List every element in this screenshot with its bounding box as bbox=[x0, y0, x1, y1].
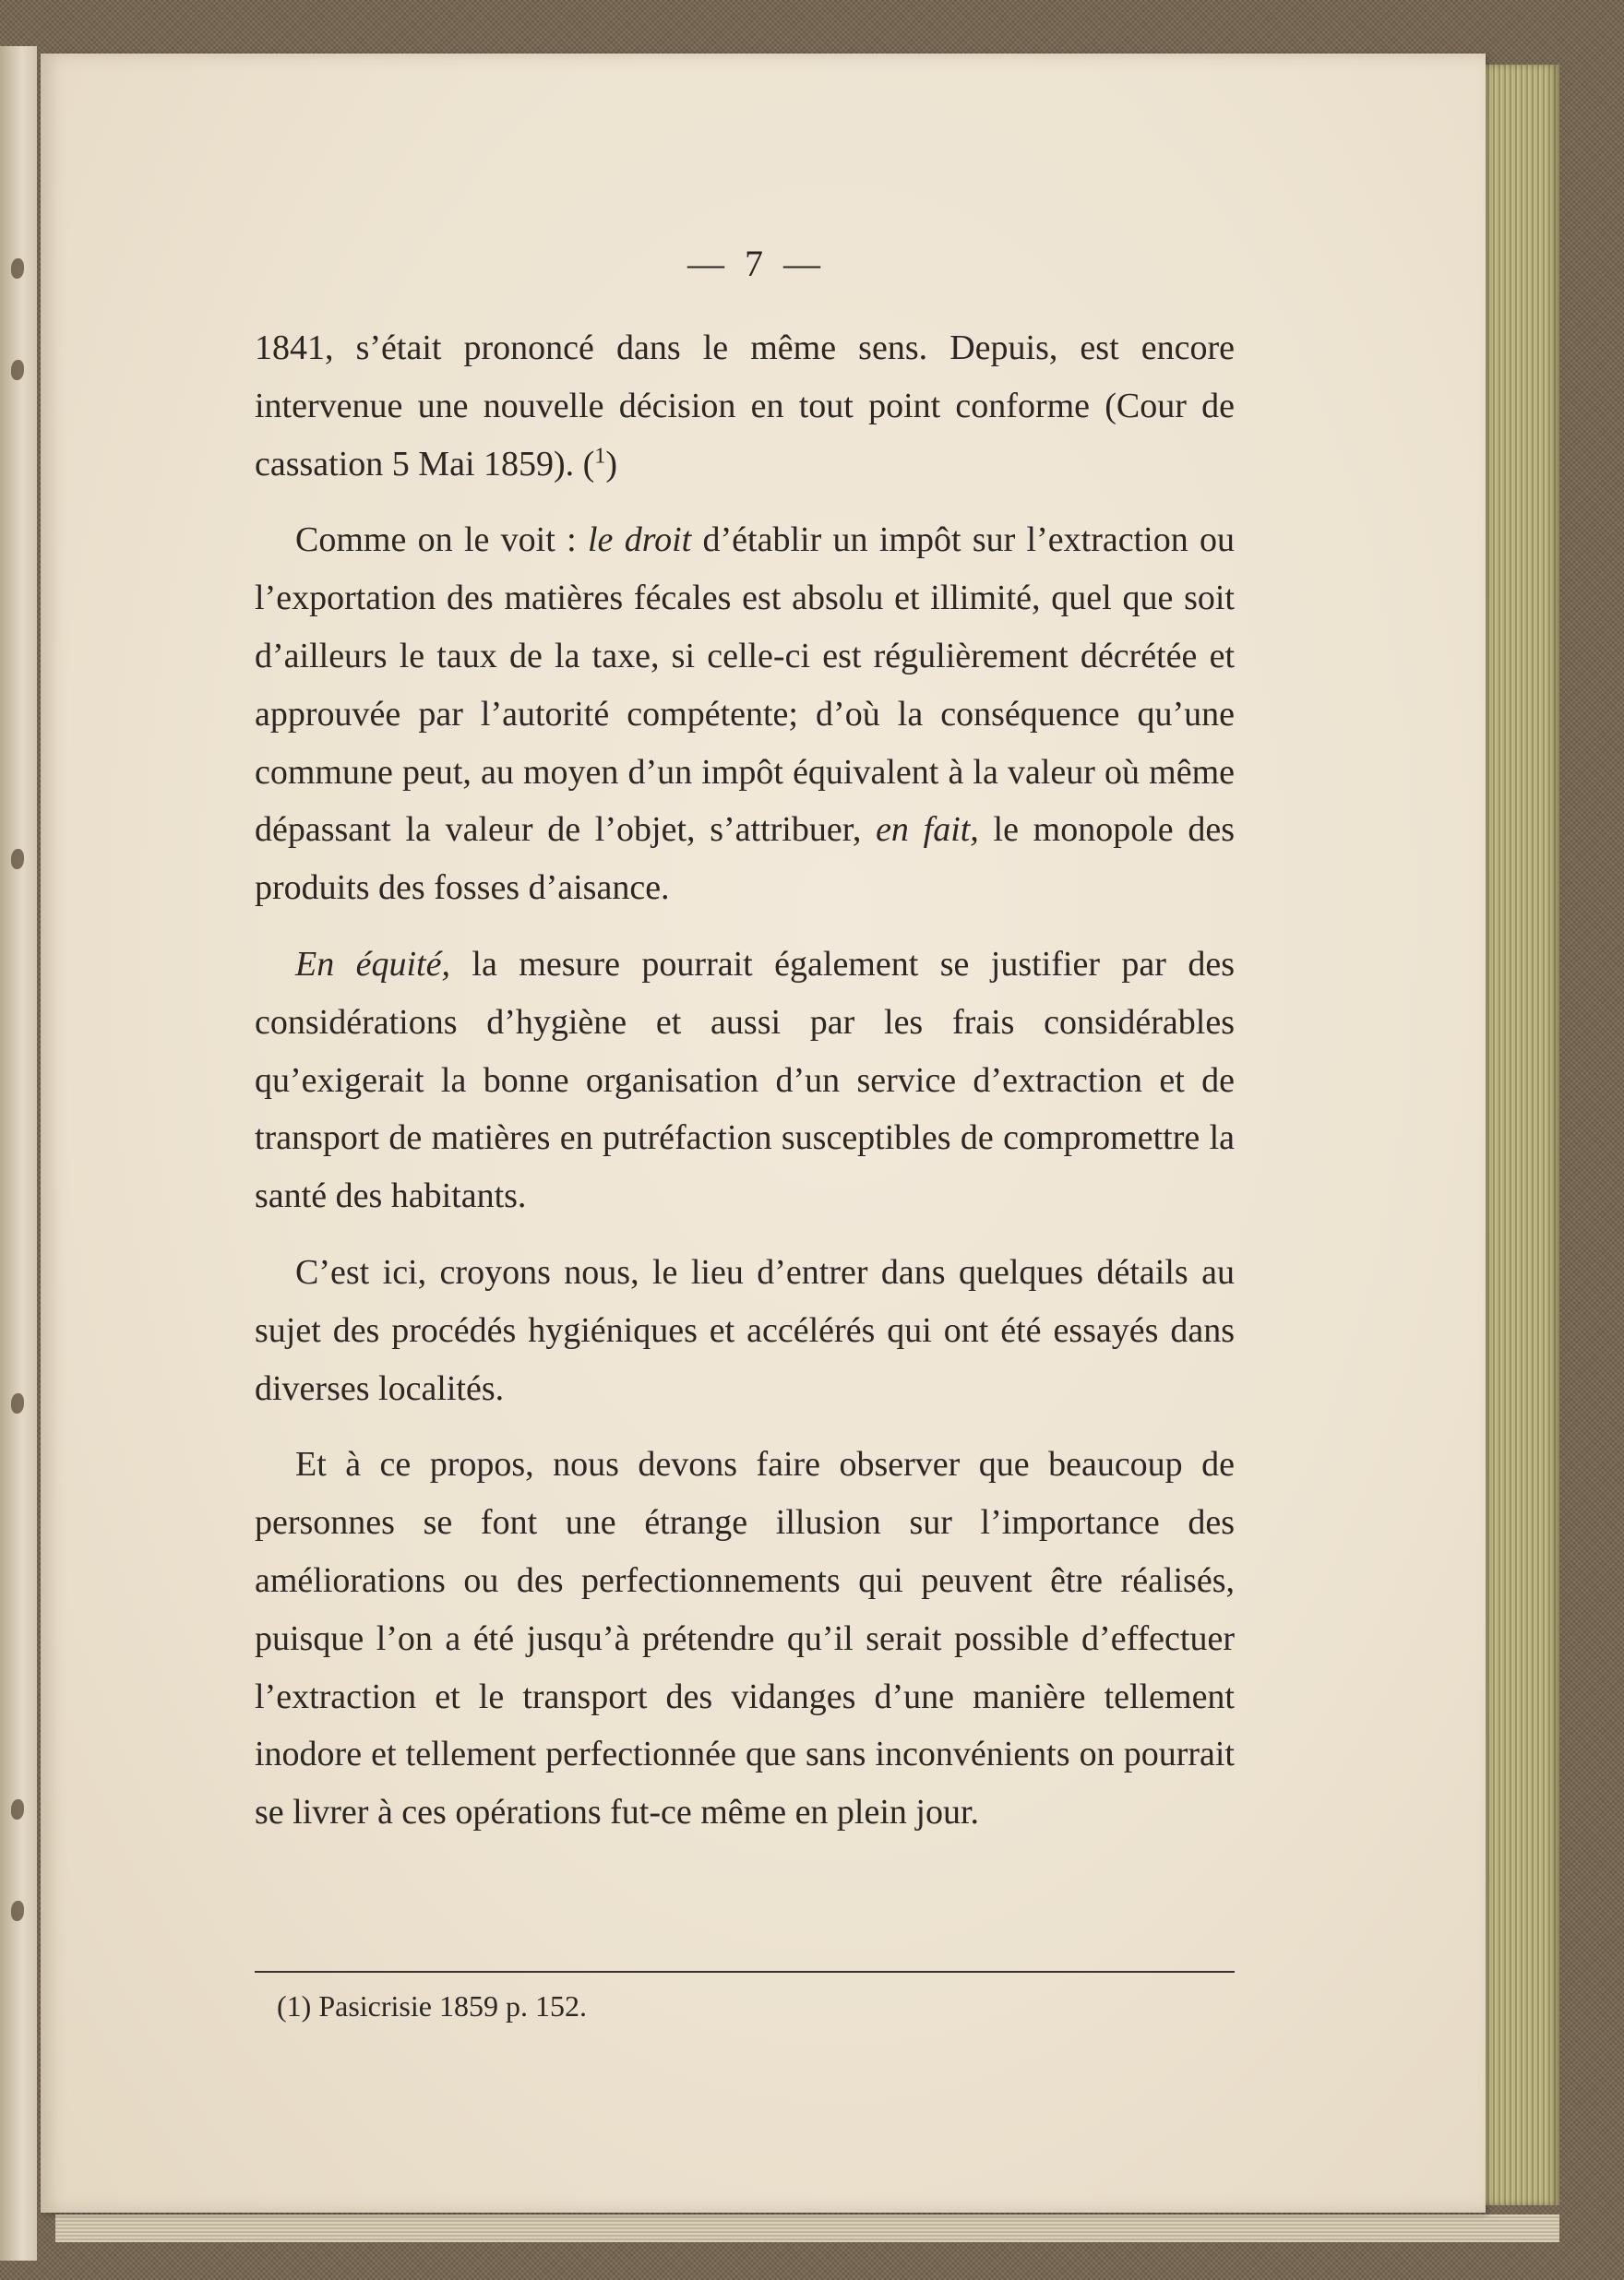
text-run: C’est ici, croyons nous, le lieu d’entrer dans quelques détails au sujet des procédés hygiéniques et accélérés qui ont été essayés dans diverses localités. bbox=[255, 1252, 1235, 1408]
paragraph bbox=[255, 1244, 1235, 1417]
text-run: 1841, s’était prononcé dans le même sens. Depuis, est encore intervenue une nouvelle décision en tout point conforme (Cour de cassation 5 Mai 1859). bbox=[255, 328, 1235, 483]
text-run: la mesure pourrait également se justifier par des considérations d’hygiène et aussi par les frais considérables qu’exigerait la bonne organisation d’un service d’extraction et de transport de matières en putréfaction susceptibles de compromettre la santé des habitants. bbox=[255, 944, 1236, 1216]
page-number: — 7 — bbox=[687, 243, 826, 284]
page-block-bottom-edge bbox=[55, 2214, 1559, 2242]
italic-text: le droit bbox=[587, 520, 692, 560]
text-run: Comme on le voit : bbox=[295, 520, 588, 560]
facing-page-edge bbox=[0, 46, 37, 2261]
text-run: d’établir un impôt sur l’extraction ou l’exportation des matières fécales est absolu et illimité, quel que soit d’ailleurs le taux de la taxe, si celle-ci est régulièrement décrétée et approuvée par l’autorité compétente; d’où la conséquence qu’une commune peut, au moyen d’un impôt équivalent à la valeur où même dépassant la valeur de l’objet, s’attribuer, bbox=[255, 520, 1236, 850]
footnote-rule bbox=[255, 1971, 1235, 1973]
footnote-marker: 1 bbox=[594, 443, 606, 468]
paragraph bbox=[255, 319, 1235, 493]
page-block-edge bbox=[1486, 65, 1559, 2205]
paragraph bbox=[255, 1436, 1235, 1842]
text-run: ( bbox=[582, 444, 595, 483]
paragraph bbox=[255, 511, 1235, 917]
italic-text: en fait, bbox=[876, 810, 979, 850]
paragraph bbox=[255, 936, 1235, 1225]
text-run: ) bbox=[605, 444, 617, 483]
italic-text: En équité, bbox=[295, 944, 450, 984]
text-run: le monopole des produits des fosses d’aisance. bbox=[255, 810, 1236, 908]
body-text bbox=[255, 319, 1235, 1860]
text-run: Et à ce propos, nous devons faire observer que beaucoup de personnes se font une étrange illusion sur l’importance des améliorations ou des perfectionnements qui peuvent être réalisés, puisque l’on a été jusqu’à prétendre qu’il serait possible d’effectuer l’extraction et le transport des vidanges d’une manière tellement inodore et tellement perfectionnée que sans inconvénients on pourrait se livrer à ces opérations fut-ce même en plein jour. bbox=[255, 1445, 1235, 1832]
footnote: (1) Pasicrisie 1859 p. 152. bbox=[277, 1989, 587, 2023]
